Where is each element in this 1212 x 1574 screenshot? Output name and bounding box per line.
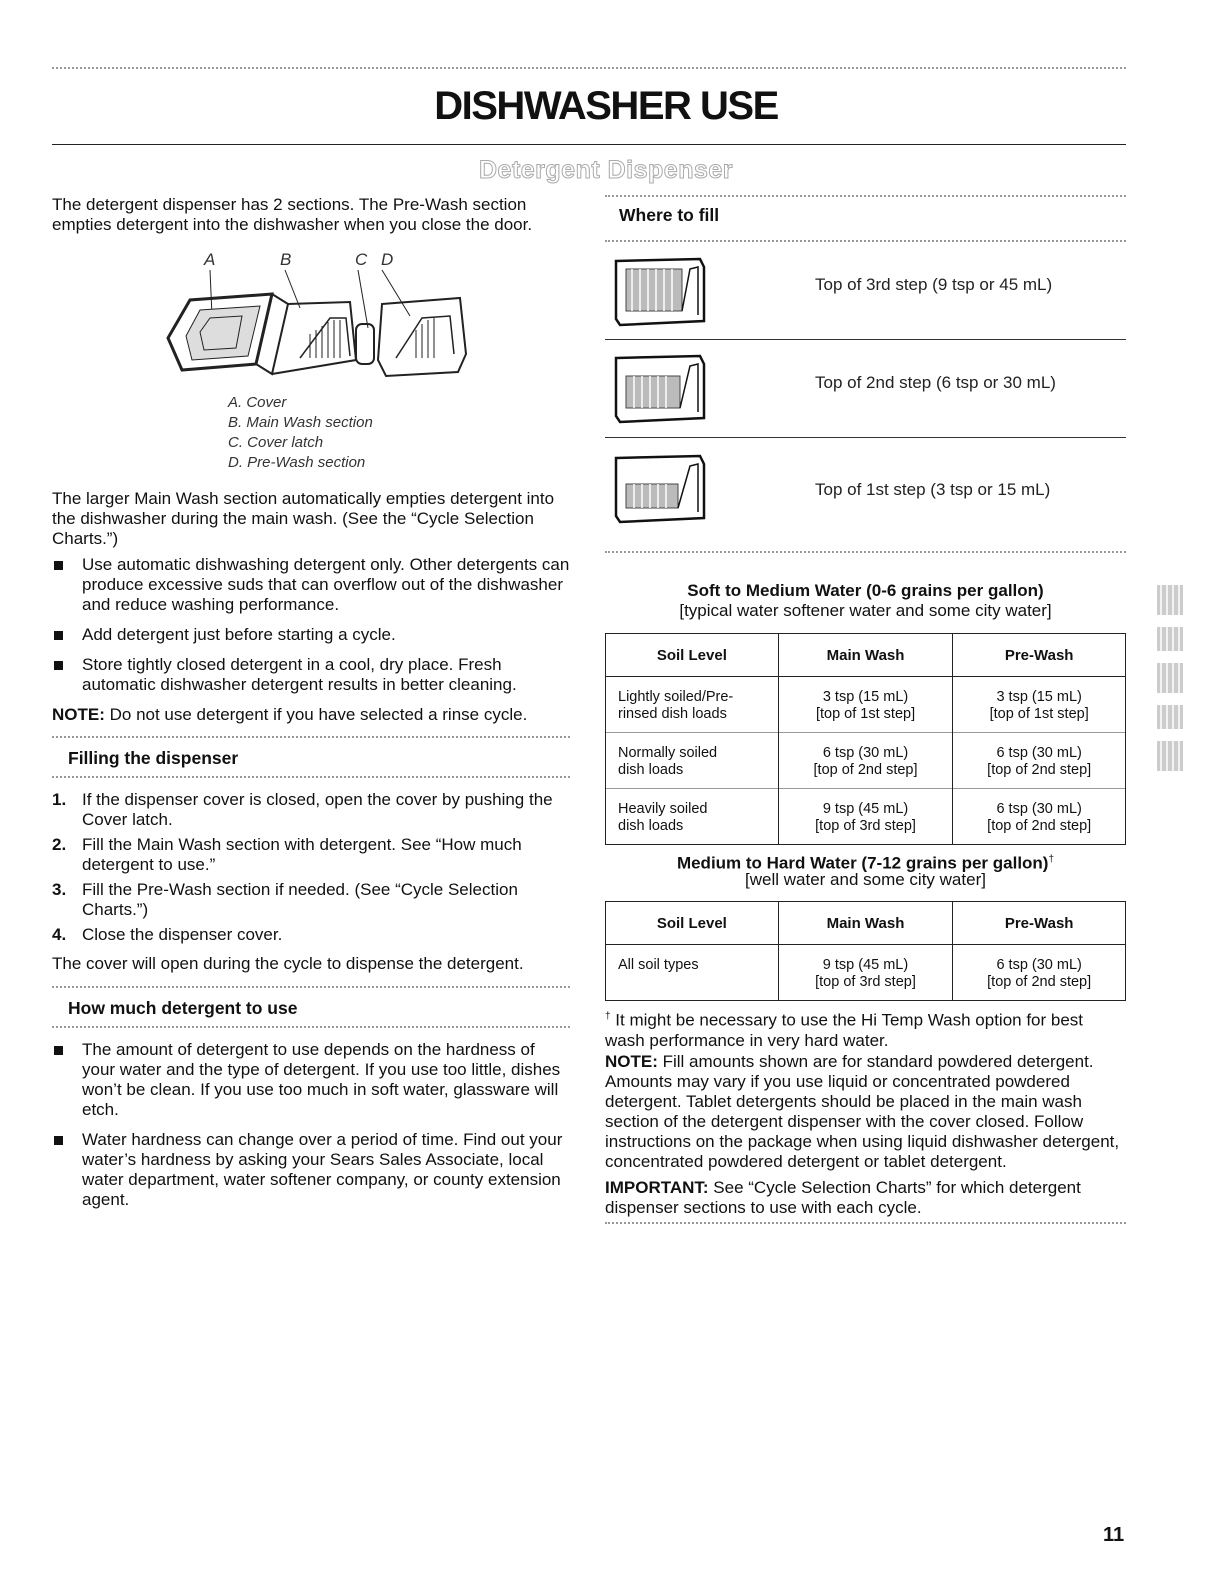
footnote <box>605 1007 1126 1051</box>
howmuch-list <box>52 1040 570 1210</box>
figure-letter-c: C <box>355 250 368 269</box>
table-row <box>606 677 1126 733</box>
list-item: Store tightly closed detergent in a cool, dry place. Fresh automatic dishwasher detergent results in better cleaning. <box>52 655 572 695</box>
cell-line: Heavily soiled <box>618 801 708 817</box>
step-text: Close the dispenser cover. <box>82 925 283 944</box>
page-title: DISHWASHER USE <box>434 84 778 128</box>
table-cell <box>953 677 1126 733</box>
howmuch-heading: How much detergent to use <box>68 998 298 1018</box>
fill-level-2-icon <box>612 352 708 427</box>
cell-line: [top of 3rd step] <box>815 974 916 990</box>
cell-line: dish loads <box>618 762 684 778</box>
list-item: The amount of detergent to use depends on the hardness of your water and the type of detergent. If you use too little, dishes won’t be clean. If you use too much in soft water, glassware will etch. <box>52 1040 570 1120</box>
table-header: Soil Level <box>606 902 779 945</box>
hard-table-subtitle: [well water and some city water] <box>745 870 986 889</box>
fill-level-2-text: Top of 2nd step (6 tsp or 30 mL) <box>815 373 1056 392</box>
legend-item: C. Cover latch <box>228 434 324 451</box>
soft-table-title-text: Soft to Medium Water (0-6 grains per gallon) <box>687 581 1044 600</box>
step-item <box>52 835 562 875</box>
cell-line: 3 tsp (15 mL) <box>822 689 909 705</box>
figure-letter-d: D <box>381 250 394 269</box>
filling-rule-bottom <box>52 776 570 778</box>
left-note <box>52 705 572 725</box>
cell-line: 6 tsp (30 mL) <box>996 801 1082 817</box>
list-item: Add detergent just before starting a cycle. <box>52 625 572 645</box>
cell-line: All soil types <box>618 957 699 973</box>
soft-water-table <box>605 633 1126 845</box>
cell-line: 6 tsp (30 mL) <box>996 957 1082 973</box>
table-cell <box>778 677 953 733</box>
step-item <box>52 790 562 830</box>
cell-line: Normally soiled <box>618 745 718 761</box>
figure-letter-a: A <box>204 250 216 269</box>
note-label: NOTE: <box>52 705 105 724</box>
cell-line: [top of 2nd step] <box>987 818 1092 834</box>
right-column-end-rule <box>605 1222 1126 1224</box>
where-rule-end <box>605 551 1126 553</box>
table-cell <box>606 733 779 789</box>
cell-line: [top of 1st step] <box>815 706 916 722</box>
step-number: 2. <box>52 835 67 854</box>
fill-level-1-text: Top of 1st step (3 tsp or 15 mL) <box>815 480 1051 499</box>
filling-heading: Filling the dispenser <box>68 748 239 768</box>
important-note <box>605 1178 1126 1218</box>
cell-line: 3 tsp (15 mL) <box>996 689 1082 705</box>
legend-item: D. Pre-Wash section <box>228 454 366 471</box>
main-wash-paragraph: The larger Main Wash section automatically empties detergent into the dishwasher during the main wash. (See the “Cycle Selection Charts.”) <box>52 489 555 548</box>
figure-letter-b: B <box>280 250 292 269</box>
page-number: 11 <box>1103 1524 1125 1546</box>
list-item: Use automatic dishwashing detergent only. Other detergents can produce excessive suds that can overflow out of the dishwasher and reduce washing performance. <box>52 555 572 615</box>
side-tab-marker <box>1155 585 1185 800</box>
step-text: Fill the Pre-Wash section if needed. (See “Cycle Selection Charts.”) <box>82 880 518 919</box>
footnote-mark: † <box>605 1011 611 1022</box>
important-label: IMPORTANT: <box>605 1178 709 1197</box>
fill-row-divider <box>605 437 1126 438</box>
fill-level-3-icon <box>612 255 708 330</box>
table-header: Pre-Wash <box>953 634 1126 677</box>
cell-line: 6 tsp (30 mL) <box>822 745 909 761</box>
table-cell <box>778 945 953 1001</box>
table-header: Soil Level <box>606 634 779 677</box>
fill-level-1-icon <box>612 452 708 527</box>
table-cell <box>953 789 1126 845</box>
note-text: Do not use detergent if you have selected a rinse cycle. <box>104 705 528 724</box>
howmuch-rule-bottom <box>52 1026 570 1028</box>
cell-line: 9 tsp (45 mL) <box>822 801 909 817</box>
cell-line: dish loads <box>618 818 684 834</box>
right-note <box>605 1052 1126 1172</box>
hard-water-table <box>605 901 1126 1001</box>
cell-line: [top of 2nd step] <box>987 762 1092 778</box>
cell-line: Lightly soiled/Pre- <box>618 689 734 705</box>
note-label: NOTE: <box>605 1052 658 1071</box>
step-number: 1. <box>52 790 67 809</box>
table-header: Main Wash <box>778 902 953 945</box>
table-header-row <box>606 634 1126 677</box>
table-row <box>606 789 1126 845</box>
step-item <box>52 880 562 920</box>
table-cell <box>778 733 953 789</box>
fill-row-divider <box>605 339 1126 340</box>
step-text: If the dispenser cover is closed, open the cover by pushing the Cover latch. <box>82 790 553 829</box>
legend-item: A. Cover <box>228 394 287 411</box>
filling-rule-top <box>52 736 570 738</box>
title-underline <box>52 144 1126 145</box>
figure-legend <box>228 393 373 473</box>
list-item: Water hardness can change over a period of time. Find out your water’s hardness by asking your Sears Sales Associate, local water department, water softener company, or county extension agent. <box>52 1130 570 1210</box>
table-header: Pre-Wash <box>953 902 1126 945</box>
cell-line: [top of 2nd step] <box>813 762 918 778</box>
hard-table-title-text: Medium to Hard Water (7-12 grains per gallon) <box>676 853 1049 873</box>
cell-line: rinsed dish loads <box>618 706 727 722</box>
where-to-fill-heading: Where to fill <box>619 205 720 225</box>
fill-level-3-text: Top of 3rd step (9 tsp or 45 mL) <box>815 275 1053 294</box>
step-item <box>52 925 562 945</box>
detergent-tips-list <box>52 555 572 695</box>
table-cell <box>953 733 1126 789</box>
cell-line: [top of 3rd step] <box>815 818 916 834</box>
dispenser-illustration <box>160 268 480 390</box>
cell-line: 6 tsp (30 mL) <box>996 745 1082 761</box>
table-row <box>606 945 1126 1001</box>
table-cell <box>953 945 1126 1001</box>
table-cell <box>606 677 779 733</box>
table-header: Main Wash <box>778 634 953 677</box>
table-row <box>606 733 1126 789</box>
step-number: 4. <box>52 925 67 944</box>
where-rule-bottom <box>605 240 1126 242</box>
intro-paragraph: The detergent dispenser has 2 sections. The Pre-Wash section empties detergent into the dishwasher when you close the door. <box>52 195 533 234</box>
section-title: Detergent Dispenser <box>478 156 734 184</box>
table-cell <box>606 789 779 845</box>
table-cell <box>606 945 779 1001</box>
cell-line: [top of 1st step] <box>989 706 1089 722</box>
legend-item: B. Main Wash section <box>228 414 373 431</box>
soft-table-subtitle: [typical water softener water and some city water] <box>679 601 1052 620</box>
dagger-mark: † <box>1048 854 1055 865</box>
footnote-text: It might be necessary to use the Hi Temp Wash option for best wash performance in very hard water. <box>605 1010 1084 1050</box>
cell-line: [top of 2nd step] <box>987 974 1092 990</box>
step-text: Fill the Main Wash section with detergent. See “How much detergent to use.” <box>82 835 522 874</box>
cell-line: 9 tsp (45 mL) <box>822 957 909 973</box>
note-text: Fill amounts shown are for standard powdered detergent. Amounts may vary if you use liquid or concentrated powdered detergent. Tablet detergents should be placed in the main wash section of the detergent dispenser with the cover closed. Follow instructions on the package when using liquid dishwasher detergent, concentrated powdered detergent or tablet detergent. <box>605 1052 1120 1171</box>
important-text: See “Cycle Selection Charts” for which detergent dispenser sections to use with each cycle. <box>605 1178 1081 1217</box>
top-dotted-rule <box>52 67 1126 69</box>
soft-table-title <box>605 581 1126 601</box>
howmuch-rule-top <box>52 986 570 988</box>
table-cell <box>778 789 953 845</box>
where-rule-top <box>605 195 1126 197</box>
table-header-row <box>606 902 1126 945</box>
filling-after-text: The cover will open during the cycle to dispense the detergent. <box>52 954 524 973</box>
step-number: 3. <box>52 880 67 899</box>
filling-steps <box>52 790 562 945</box>
